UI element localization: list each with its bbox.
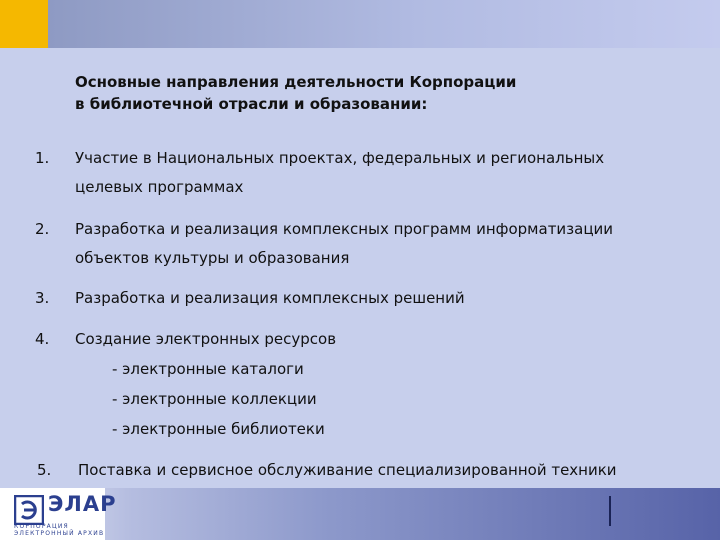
item-number: 5. — [37, 461, 52, 479]
logo-tagline-2: ЭЛЕКТРОННЫЙ АРХИВ — [14, 530, 105, 537]
item-number: 4. — [35, 330, 50, 348]
slide-heading — [75, 71, 635, 115]
elar-logo-icon — [14, 495, 44, 525]
item-text: Участие в Национальных проектах, федеральных и региональных — [75, 149, 605, 167]
heading-line-1: Основные направления деятельности Корпорации — [75, 73, 517, 91]
item-text: Поставка и сервисное обслуживание специализированной техники — [78, 461, 617, 479]
item-text: Разработка и реализация комплексных решений — [75, 289, 465, 307]
footer-divider — [609, 496, 611, 526]
logo-tagline-1: КОРПОРАЦИЯ — [14, 523, 69, 530]
item-number: 2. — [35, 220, 50, 238]
heading-line-2: в библиотечной отрасли и образовании: — [75, 95, 428, 113]
item-number: 1. — [35, 149, 50, 167]
accent-square — [0, 0, 48, 48]
logo-tagline — [14, 523, 104, 537]
item-text-cont: объектов культуры и образования — [75, 249, 350, 267]
sub-list-item: - электронные коллекции — [112, 390, 317, 408]
item-text: Создание электронных ресурсов — [75, 330, 337, 348]
logo-name: ЭЛАР — [48, 492, 117, 516]
header-band — [48, 0, 720, 48]
sub-list-item: - электронные библиотеки — [112, 420, 325, 438]
sub-list-item: - электронные каталоги — [112, 360, 304, 378]
item-text: Разработка и реализация комплексных программ информатизации — [75, 220, 614, 238]
item-number: 3. — [35, 289, 50, 307]
item-text-cont: целевых программах — [75, 178, 244, 196]
